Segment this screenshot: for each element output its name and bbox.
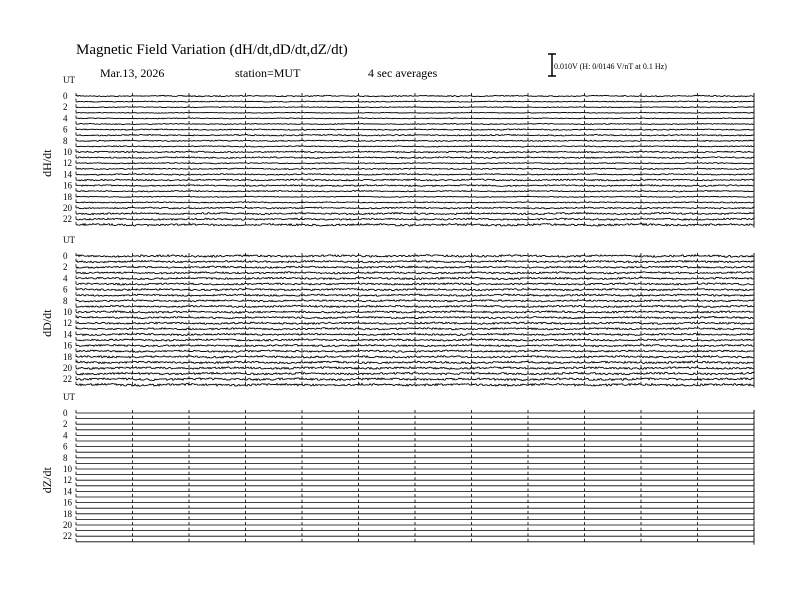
- panel-ylabel: dZ/dt: [40, 467, 54, 494]
- hour-tick-label: 10: [63, 464, 72, 474]
- hour-tick-label: 18: [63, 508, 72, 519]
- hour-tick-label: 18: [63, 351, 72, 362]
- chart-date: Mar.13, 2026: [100, 66, 165, 80]
- panel-dhdt: [40, 75, 754, 228]
- hour-tick-label: 8: [63, 295, 68, 306]
- hour-tick-label: 10: [63, 147, 72, 157]
- hour-tick-label: 2: [63, 262, 68, 273]
- panel-dzdt: [40, 392, 754, 545]
- hour-tick-label: 16: [63, 497, 72, 508]
- hour-tick-label: 4: [63, 273, 68, 284]
- hour-tick-label: 10: [63, 307, 72, 317]
- hour-tick-label: 14: [63, 329, 72, 340]
- hour-tick-label: 6: [63, 441, 68, 452]
- panel-dddt: [40, 235, 754, 388]
- ut-label: UT: [63, 75, 75, 85]
- chart-title: Magnetic Field Variation (dH/dt,dD/dt,dZ/dt): [76, 42, 348, 58]
- hour-tick-label: 22: [63, 214, 72, 225]
- hour-tick-label: 18: [63, 191, 72, 202]
- hour-tick-label: 22: [63, 374, 72, 385]
- hour-tick-label: 20: [63, 363, 72, 373]
- station-label: station=MUT: [235, 66, 301, 80]
- panel-ylabel: dD/dt: [40, 309, 54, 337]
- hour-tick-label: 6: [63, 284, 68, 295]
- hour-tick-label: 4: [63, 430, 68, 441]
- scale-label: 0.010V (H: 0/0146 V/nT at 0.1 Hz): [554, 62, 667, 71]
- hour-tick-label: 12: [63, 318, 72, 329]
- hour-tick-label: 0: [63, 251, 68, 261]
- hour-tick-label: 8: [63, 135, 68, 146]
- hour-tick-label: 2: [63, 102, 68, 113]
- hour-tick-label: 0: [63, 91, 68, 101]
- hour-tick-label: 22: [63, 531, 72, 542]
- hour-tick-label: 12: [63, 475, 72, 486]
- hour-tick-label: 6: [63, 124, 68, 135]
- panel-ylabel: dH/dt: [40, 149, 54, 177]
- hour-tick-label: 0: [63, 408, 68, 418]
- hour-tick-label: 14: [63, 169, 72, 180]
- hour-tick-label: 12: [63, 158, 72, 169]
- hour-tick-label: 20: [63, 203, 72, 213]
- hour-tick-label: 16: [63, 180, 72, 191]
- hour-tick-label: 8: [63, 452, 68, 463]
- hour-tick-label: 14: [63, 486, 72, 497]
- ut-label: UT: [63, 235, 75, 245]
- hour-tick-label: 4: [63, 113, 68, 124]
- ut-label: UT: [63, 392, 75, 402]
- hour-tick-label: 2: [63, 419, 68, 430]
- averaging-label: 4 sec averages: [368, 66, 438, 80]
- hour-tick-label: 16: [63, 340, 72, 351]
- hour-tick-label: 20: [63, 520, 72, 530]
